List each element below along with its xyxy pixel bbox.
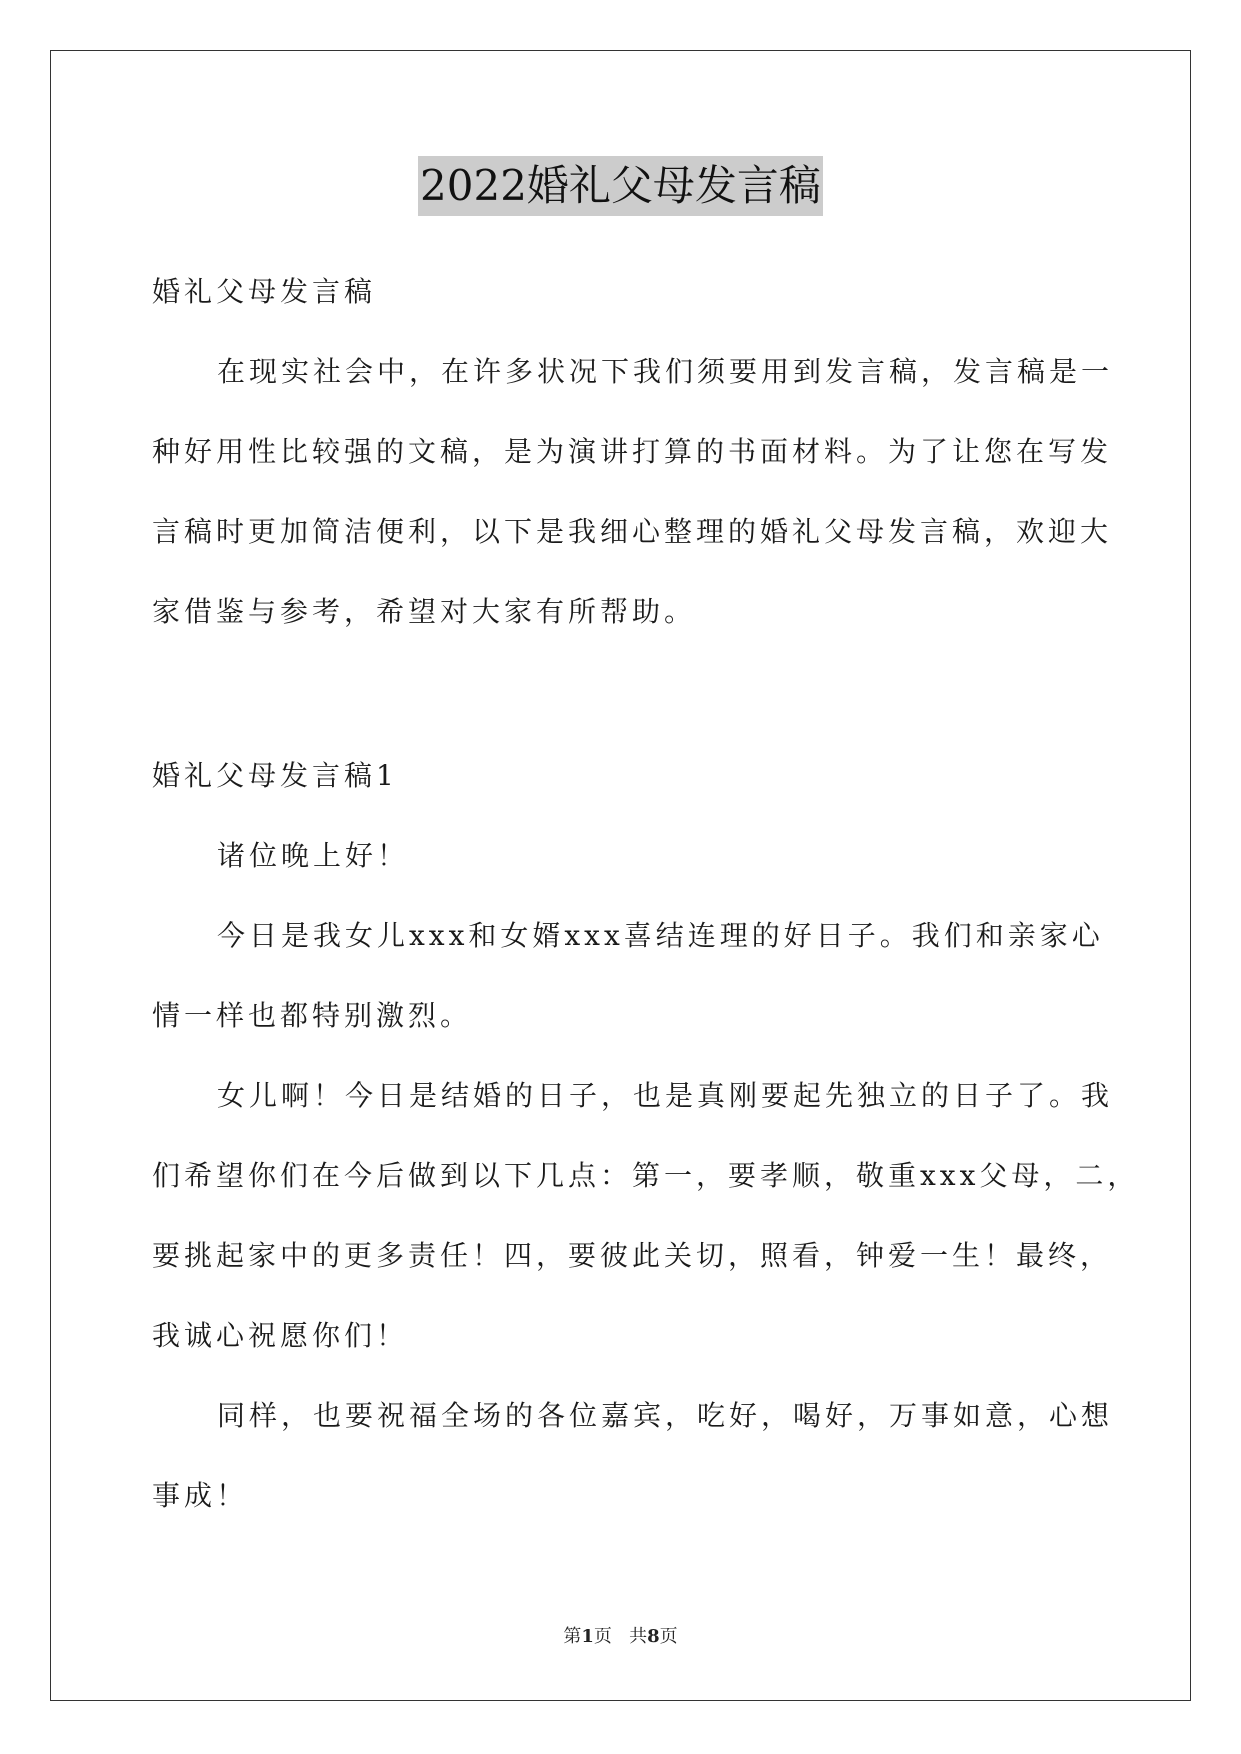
paragraph-line: 事成！ bbox=[152, 1479, 249, 1512]
paragraph-line: 在现实社会中，在许多状况下我们须要用到发言稿，发言稿是一 bbox=[217, 355, 1114, 388]
paragraph-line: 同样，也要祝福全场的各位嘉宾，吃好，喝好，万事如意，心想 bbox=[217, 1399, 1114, 1432]
paragraph-gap bbox=[152, 652, 1100, 736]
section-heading: 婚礼父母发言稿 bbox=[152, 275, 377, 308]
footer-total-prefix: 共 bbox=[629, 1626, 648, 1647]
paragraph-line: 们希望你们在今后做到以下几点：第一，要孝顺，敬重xxx父母，二， bbox=[152, 1159, 1140, 1192]
paragraph-line: 女儿啊！今日是结婚的日子，也是真刚要起先独立的日子了。我 bbox=[217, 1079, 1114, 1112]
page-footer bbox=[0, 1622, 1241, 1648]
paragraph-line: 种好用性比较强的文稿，是为演讲打算的书面材料。为了让您在写发 bbox=[152, 435, 1113, 468]
footer-prefix: 第 bbox=[563, 1626, 582, 1647]
document-title: 2022婚礼父母发言稿 bbox=[418, 156, 823, 216]
footer-total-suffix: 页 bbox=[659, 1626, 678, 1647]
footer-page-suffix: 页 bbox=[593, 1626, 612, 1647]
document-body bbox=[152, 252, 1140, 1536]
current-page-number: 1 bbox=[581, 1626, 594, 1647]
total-page-number: 8 bbox=[647, 1626, 660, 1647]
paragraph-line: 今日是我女儿xxx和女婿xxx喜结连理的好日子。我们和亲家心 bbox=[217, 919, 1104, 952]
paragraph-line: 情一样也都特别激烈。 bbox=[152, 999, 473, 1032]
paragraph-line: 我诚心祝愿你们！ bbox=[152, 1319, 409, 1352]
paragraph-line: 言稿时更加简洁便利，以下是我细心整理的婚礼父母发言稿，欢迎大 bbox=[152, 515, 1113, 548]
greeting-line: 诸位晚上好！ bbox=[217, 839, 410, 872]
title-container bbox=[0, 156, 1241, 216]
section-heading: 婚礼父母发言稿1 bbox=[152, 759, 398, 792]
paragraph-line: 家借鉴与参考，希望对大家有所帮助。 bbox=[152, 595, 697, 628]
paragraph-line: 要挑起家中的更多责任！四，要彼此关切，照看，钟爱一生！最终， bbox=[152, 1239, 1113, 1272]
